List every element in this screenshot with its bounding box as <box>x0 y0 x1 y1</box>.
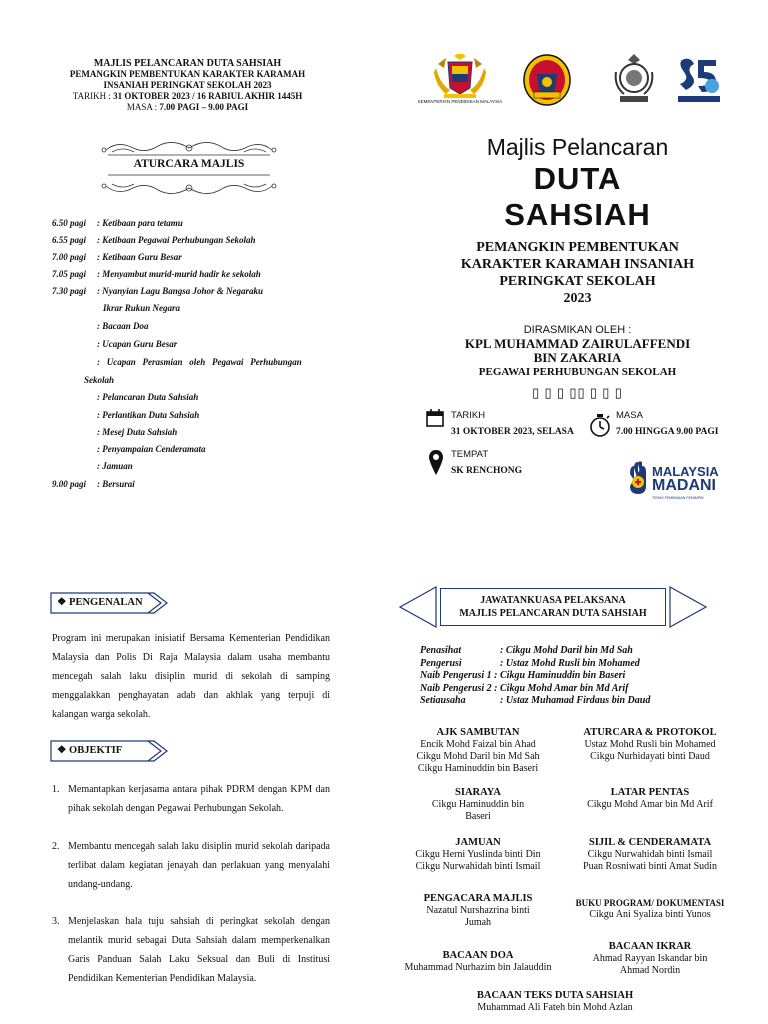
logo-bar <box>410 50 725 112</box>
objective-text: Menjelaskan hala tuju sahsiah di peringkat sekolah dengan melantik murid sebagai Duta Sahsiah dalam memperkenalkan Garis Panduan Salah Laku Seksual dan Buli di Institusi Pendidikan Kementerian Pendidikan Malaysia. <box>68 916 330 984</box>
objective-number: 1. <box>52 784 60 795</box>
group-member: Baseri <box>465 811 491 822</box>
madani-tagline: TERAS PEMBINAAN PEMIMPIN <box>652 496 704 500</box>
group-member: Cikgu Nurwahidah binti Ismail <box>415 861 541 872</box>
title-line1: Majlis Pelancaran <box>486 134 669 160</box>
group-member: Ustaz Mohd Rusli bin Mohamed <box>584 739 716 750</box>
group-pengacara <box>393 893 563 929</box>
committee-title-2: MAJLIS PELANCARAN DUTA SAHSIAH <box>459 608 647 619</box>
group-member: Muhammad Nurhazim bin Jalauddin <box>404 962 552 973</box>
madani-line1: MALAYSIA <box>652 464 719 479</box>
group-title: ATURCARA & PROTOKOL <box>583 727 717 738</box>
subtitle-line1: PEMANGKIN PEMBENTUKAN <box>476 240 679 255</box>
group-title: BACAAN IKRAR <box>608 941 692 952</box>
location-pin-icon <box>428 449 444 477</box>
group-siaraya <box>393 787 563 823</box>
officiated-by <box>420 323 735 379</box>
group-member: Jumah <box>464 917 492 928</box>
group-title: AJK SAMBUTAN <box>436 727 520 738</box>
subtitle-line2: KARAKTER KARAMAH INSANIAH <box>460 257 695 272</box>
officiant-name-2: BIN ZAKARIA <box>533 350 622 365</box>
group-bacaan-teks <box>440 990 670 1014</box>
group-member: Cikgu Haminuddin bin Baseri <box>417 763 539 774</box>
header-line2: PEMANGKIN PEMBENTUKAN KARAKTER KARAMAH <box>69 69 306 79</box>
group-title: BACAAN TEKS DUTA SAHSIAH <box>476 990 634 1001</box>
main-title <box>420 133 735 233</box>
group-member: Nazatul Nurshazrina binti <box>426 905 530 916</box>
officiant-name-1: KPL MUHAMMAD ZAIRULAFFENDI <box>464 336 691 351</box>
group-member: Muhammad Ali Fateh bin Mohd Azlan <box>477 1002 633 1013</box>
objective-item <box>52 912 330 988</box>
objective-item <box>52 837 330 894</box>
kpm-caption: KEMENTERIAN PENDIDIKAN MALAYSIA <box>417 99 503 104</box>
officiant-role: PEGAWAI PERHUBUNGAN SEKOLAH <box>478 366 677 378</box>
group-member: Ahmad Rayyan Iskandar bin <box>592 953 708 964</box>
group-title: LATAR PENTAS <box>610 787 690 798</box>
madani-line2: MADANI <box>652 477 716 494</box>
committee-title-1: JAWATANKUASA PELAKSANA <box>480 595 626 606</box>
group-member: Cikgu Mohd Amar bin Md Arif <box>587 799 713 810</box>
group-aturcara-protokol <box>565 727 735 763</box>
group-member: Cikgu Herni Yuslinda binti Din <box>415 849 541 860</box>
pengenalan-heading <box>50 592 168 614</box>
officer-row: Naib Pengerusi 2 : Cikgu Mohd Amar bin Md Arif <box>420 682 629 694</box>
group-member: Cikgu Haminuddin bin <box>431 799 525 810</box>
group-bacaan-doa <box>393 950 563 974</box>
event-header <box>40 58 335 113</box>
objective-number: 2. <box>52 841 60 852</box>
subtitle <box>420 239 735 307</box>
committee-banner <box>440 588 666 626</box>
group-title: SIJIL & CENDERAMATA <box>588 837 712 848</box>
group-member: Cikgu Mohd Daril bin Md Sah <box>416 751 540 762</box>
kpm-crest-logo <box>430 54 490 100</box>
malaysia-madani-logo <box>622 432 722 516</box>
objektif-label: ❖ OBJEKTIF <box>52 743 127 757</box>
venue-label: TEMPAT <box>451 449 489 460</box>
placeholder-glyphs: ▯ ▯ ▯ ▯▯ ▯ ▯ ▯ <box>532 385 623 400</box>
group-bacaan-ikrar <box>565 941 735 977</box>
group-member: Encik Mohd Faizal bin Ahad <box>420 739 536 750</box>
pdrm-crest-logo <box>610 52 658 108</box>
title-line3: SAHSIAH <box>504 197 651 232</box>
header-line3: INSANIAH PERINGKAT SEKOLAH 2023 <box>103 80 272 90</box>
venue-value: SK RENCHONG <box>451 466 522 476</box>
objective-text: Membantu mencegah salah laku disiplin murid sekolah daripada terlibat dalam kegiatan jenayah dan perlakuan yang menyalahi undang-undang. <box>68 841 330 890</box>
date-value: 31 OKTOBER 2023, SELASA <box>451 427 574 437</box>
subtitle-line3: PERINGKAT SEKOLAH <box>499 274 656 289</box>
objektif-heading <box>50 740 168 762</box>
group-title: JAMUAN <box>455 837 501 848</box>
date-label: TARIKH <box>451 410 486 421</box>
objective-text: Memantapkan kerjasama antara pihak PDRM dengan KPM dan pihak sekolah dengan Pegawai Perhubungan Sekolah. <box>68 784 330 814</box>
officers-list <box>420 645 740 708</box>
title-line2: DUTA <box>533 161 622 196</box>
group-title: BACAAN DOA <box>442 950 514 961</box>
group-title: BUKU PROGRAM/ DOKUMENTASI <box>575 898 725 908</box>
time-value: 7.00 HINGGA 9.00 PAGI <box>616 427 719 437</box>
group-sijil-cenderamata <box>565 837 735 873</box>
header-time: MASA : 7.00 PAGI – 9.00 PAGI <box>126 102 249 112</box>
group-member: Cikgu Nurwahidah binti Ismail <box>587 849 713 860</box>
group-title: PENGACARA MAJLIS <box>423 893 533 904</box>
time-label: MASA <box>616 410 643 421</box>
group-jamuan <box>393 837 563 873</box>
anniversary-25-logo <box>676 54 722 104</box>
group-member: Cikgu Nurhidayati binti Daud <box>590 751 710 762</box>
pengenalan-text: Program ini merupakan inisiatif Bersama Kementerian Pendidikan Malaysia dan Polis Di Raja Malaysia dalam usaha membantu mencegah salah laku disiplin murid di sekolah di samping menggalakkan penghayatan adab dan akhlak yang terpuji di kalangan warga sekolah. <box>52 633 330 720</box>
officiated-label: DIRASMIKAN OLEH : <box>523 324 632 336</box>
stopwatch-icon <box>589 413 611 437</box>
objective-item <box>52 780 330 818</box>
officer-row: Naib Pengerusi 1 : Cikgu Haminuddin bin Baseri <box>420 670 626 681</box>
officer-row: Setiausaha : Ustaz Muhamad Firdaus bin Daud <box>420 695 651 706</box>
group-title: SIARAYA <box>455 787 501 798</box>
aturcara-title: ATURCARA MAJLIS <box>133 158 245 170</box>
header-line1: MAJLIS PELANCARAN DUTA SAHSIAH <box>93 58 282 69</box>
group-buku-program <box>565 897 735 921</box>
group-member: Puan Rosniwati binti Amat Sudin <box>583 861 717 872</box>
madani-hand-icon <box>626 460 650 496</box>
subtitle-year: 2023 <box>563 291 592 306</box>
header-date: TARIKH : 31 OKTOBER 2023 / 16 RABIUL AKHIR 1445H <box>72 91 303 101</box>
calendar-icon <box>426 409 444 427</box>
pengenalan-label: ❖ PENGENALAN <box>52 595 148 609</box>
group-latar-pentas <box>565 787 735 811</box>
group-member: Ahmad Nordin <box>619 965 681 976</box>
objective-number: 3. <box>52 916 60 927</box>
school-shield-logo <box>522 54 572 106</box>
group-ajk-sambutan <box>393 727 563 775</box>
officer-row: Penasihat : Cikgu Mohd Daril bin Md Sah <box>420 645 633 656</box>
group-member: Cikgu Ani Syaliza binti Yunos <box>589 909 711 920</box>
officer-row: Pengerusi : Ustaz Mohd Rusli bin Mohamed <box>420 657 640 669</box>
